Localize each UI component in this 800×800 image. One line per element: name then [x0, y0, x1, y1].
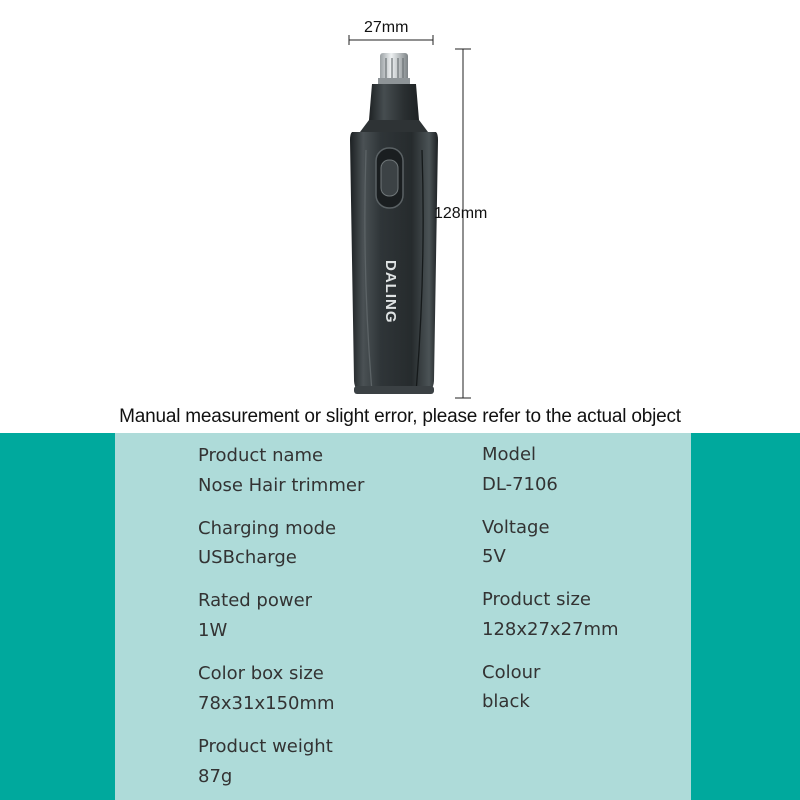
spec-value-color-box-size: 78x31x150mm	[198, 693, 335, 714]
spec-label-product-name: Product name	[198, 445, 324, 466]
height-dimension-line	[455, 49, 471, 398]
power-switch	[376, 148, 403, 208]
spec-value-charging-mode: USBcharge	[198, 547, 297, 568]
spec-value-colour: black	[482, 691, 530, 712]
spec-label-charging-mode: Charging mode	[198, 518, 337, 539]
spec-label-model: Model	[482, 444, 537, 465]
spec-label-color-box-size: Color box size	[198, 663, 324, 684]
spec-label-product-weight: Product weight	[198, 736, 333, 757]
brand-logo: DALING	[382, 260, 399, 324]
blade-head	[378, 53, 410, 84]
height-label: 128mm	[434, 205, 488, 222]
spec-value-rated-power: 1W	[198, 620, 228, 641]
spec-label-product-size: Product size	[482, 589, 591, 610]
spec-value-model: DL-7106	[482, 474, 558, 495]
spec-label-rated-power: Rated power	[198, 590, 313, 611]
trimmer-neck	[369, 84, 419, 120]
width-label: 27mm	[364, 19, 409, 36]
measurement-note: Manual measurement or slight error, please refer to the actual object	[119, 406, 681, 427]
spec-label-voltage: Voltage	[482, 517, 550, 538]
spec-value-voltage: 5V	[482, 546, 506, 567]
spec-value-product-weight: 87g	[198, 766, 233, 787]
spec-value-product-size: 128x27x27mm	[482, 619, 619, 640]
spec-label-colour: Colour	[482, 662, 541, 683]
spec-value-product-name: Nose Hair trimmer	[198, 475, 365, 496]
